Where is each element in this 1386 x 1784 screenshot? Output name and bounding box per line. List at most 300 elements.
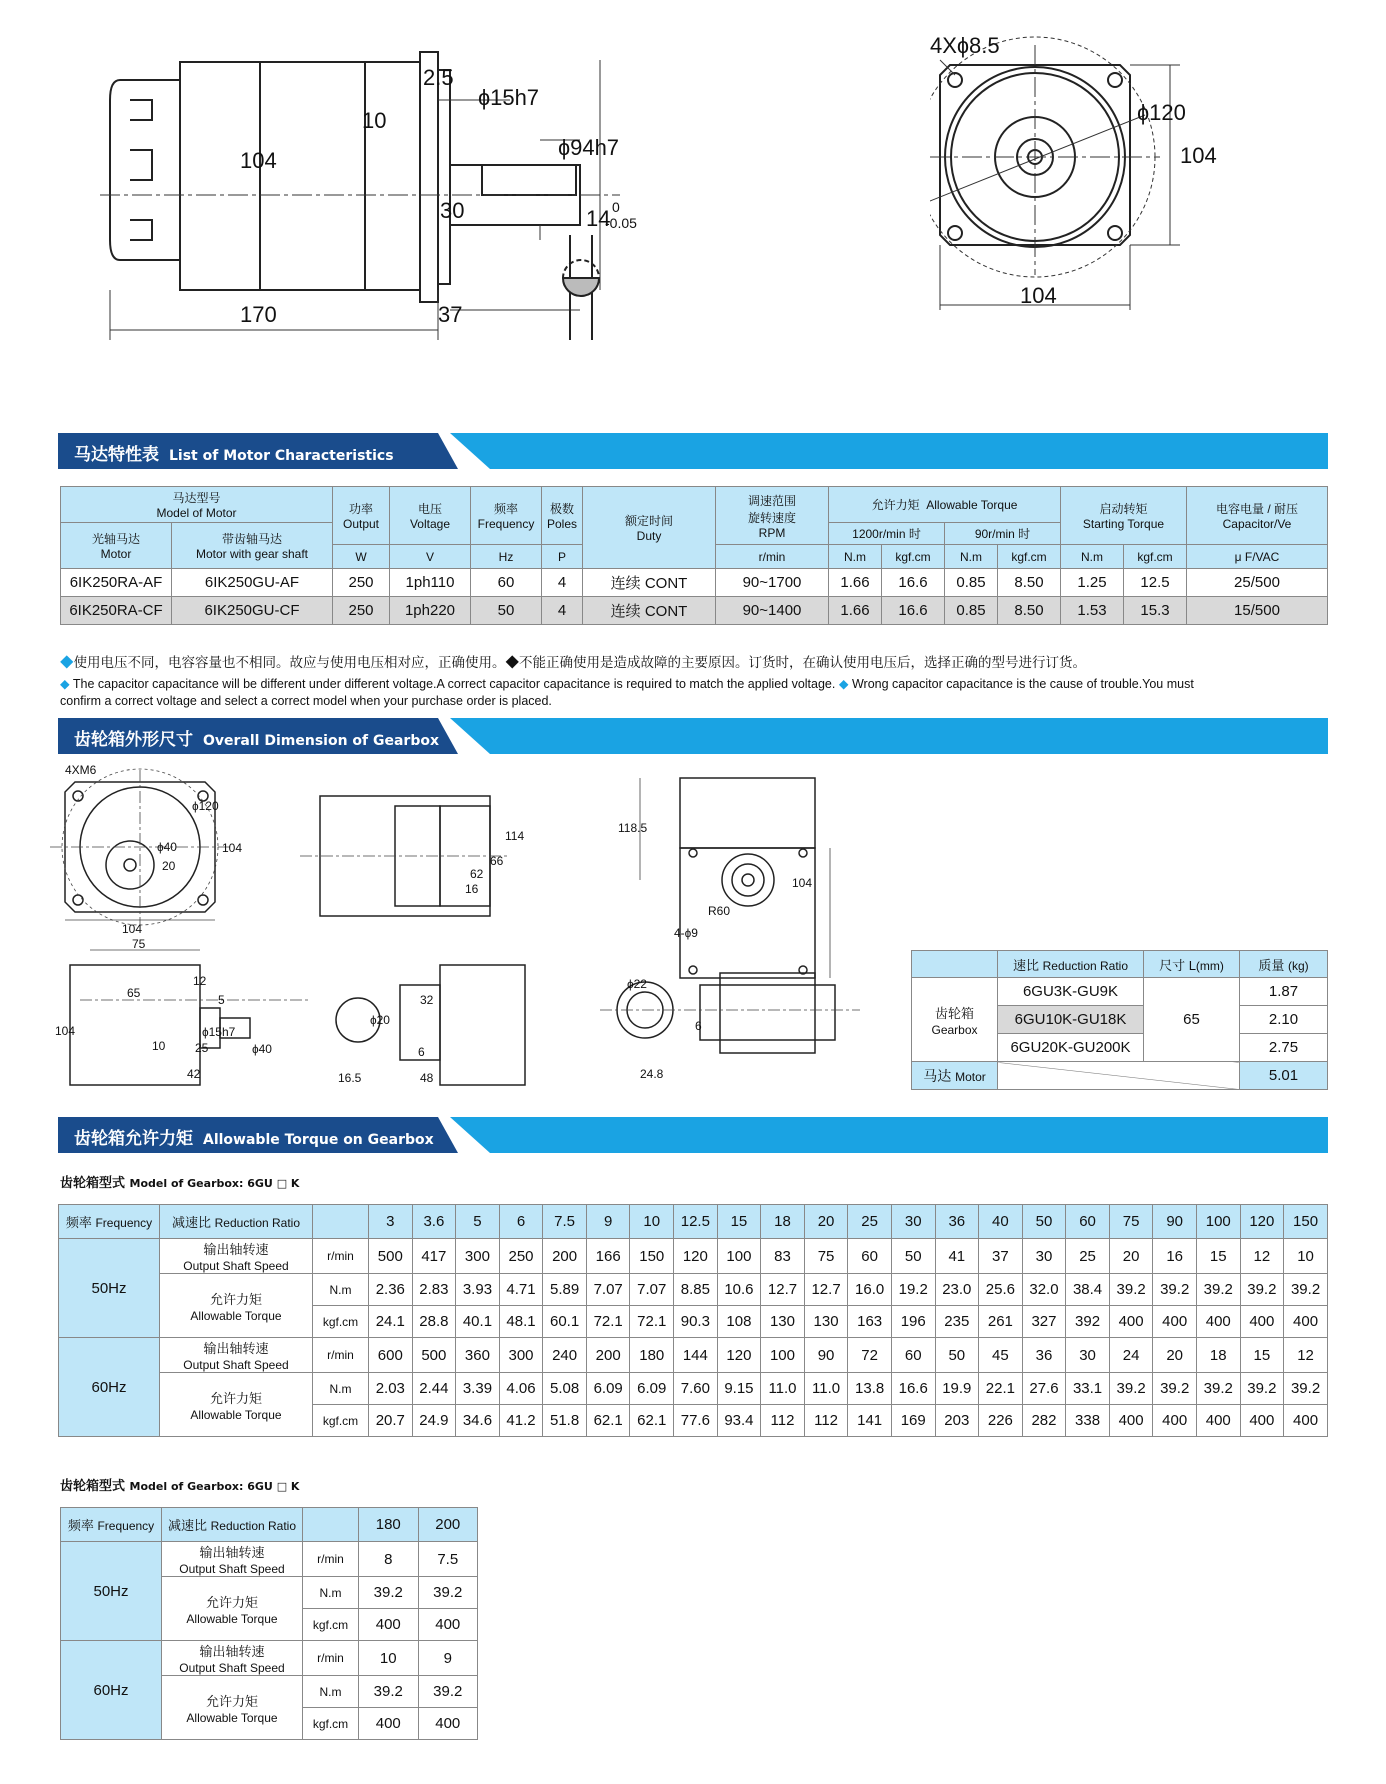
header-duty: 额定时间 Duty (583, 487, 716, 569)
table-cell: 83 (761, 1239, 805, 1274)
table-cell: 200 (586, 1338, 630, 1373)
dim-label: 104 (122, 922, 143, 936)
table-cell: 11.0 (761, 1373, 805, 1405)
unit: N.m (1061, 545, 1124, 569)
section-title-en: Allowable Torque on Gearbox (203, 1132, 434, 1148)
table-cell: 400 (1284, 1405, 1328, 1437)
header-starting-torque: 启动转矩 Starting Torque (1061, 487, 1187, 545)
dim-label: ɸ20 (370, 1013, 390, 1027)
dim-label: 32 (420, 993, 434, 1007)
table-cell: 108 (717, 1306, 761, 1338)
model-label-2: 齿轮箱型式 Model of Gearbox: 6GU □ K (60, 1479, 300, 1494)
ratio-cell: 150 (1284, 1205, 1328, 1239)
table-cell: 400 (359, 1609, 419, 1641)
table-cell: 39.2 (359, 1577, 419, 1609)
ratio-cell: 20 (804, 1205, 848, 1239)
table-cell: 3.93 (456, 1274, 500, 1306)
section-title-cn: 齿轮箱外形尺寸 (74, 730, 193, 750)
table-row (59, 1338, 1328, 1373)
table-cell: 400 (418, 1609, 478, 1641)
table-cell: 60 (891, 1338, 935, 1373)
table-cell: 40.1 (456, 1306, 500, 1338)
table-cell: 8 (359, 1542, 419, 1577)
table-cell: 6IK250GU-CF (172, 597, 333, 625)
dim-label: ɸ94h7 (558, 135, 620, 160)
ratio-cell: 50 (1022, 1205, 1066, 1239)
torque-table-2 (60, 1507, 478, 1740)
dim-label: -0.05 (605, 215, 637, 231)
table-cell: 200 (543, 1239, 587, 1274)
header-gear-shaft: 带齿轴马达 Motor with gear shaft (172, 523, 333, 569)
mass-cell: 2.75 (1240, 1034, 1328, 1062)
table-cell: 500 (412, 1338, 456, 1373)
table-cell: 400 (1109, 1405, 1153, 1437)
table-cell: 7.60 (674, 1373, 718, 1405)
dim-label: 2.5 (423, 65, 454, 90)
table-cell: 39.2 (1153, 1274, 1197, 1306)
table-cell: 39.2 (1196, 1274, 1240, 1306)
table-cell: 400 (1153, 1306, 1197, 1338)
dim-label: 24.8 (640, 1067, 664, 1081)
table-cell: 0.85 (945, 569, 998, 597)
dim-label: 6 (418, 1045, 425, 1059)
section-title-en: List of Motor Characteristics (169, 448, 394, 464)
table-cell: 16 (1153, 1239, 1197, 1274)
table-cell: 120 (674, 1239, 718, 1274)
table-cell: 19.9 (935, 1373, 979, 1405)
dim-label: 6 (695, 1019, 702, 1033)
table-cell: 120 (717, 1338, 761, 1373)
table-cell: 400 (1284, 1306, 1328, 1338)
ratio-cell: 90 (1153, 1205, 1197, 1239)
table-cell: 2.44 (412, 1373, 456, 1405)
table-cell: 39.2 (418, 1577, 478, 1609)
unit: μ F/VAC (1187, 545, 1328, 569)
table-cell: 24 (1109, 1338, 1153, 1373)
ratio-cell: 15 (717, 1205, 761, 1239)
table-cell: 60 (471, 569, 542, 597)
table-cell: 33.1 (1066, 1373, 1110, 1405)
dim-label: 48 (420, 1071, 434, 1085)
dim-label: R60 (708, 904, 731, 918)
frequency-label: 50Hz (59, 1239, 160, 1338)
table-cell: 90~1400 (716, 597, 829, 625)
table-cell: 144 (674, 1338, 718, 1373)
table-cell: 235 (935, 1306, 979, 1338)
table-cell: 226 (979, 1405, 1023, 1437)
unit: N.m (303, 1676, 359, 1708)
unit: N.m (313, 1373, 369, 1405)
dim-label: ɸ15h7 (202, 1025, 236, 1039)
dim-label: 37 (438, 302, 463, 327)
dim-label: 16.5 (338, 1071, 362, 1085)
dim-label: 4Xɸ8.5 (930, 35, 1000, 58)
table-cell: 327 (1022, 1306, 1066, 1338)
unit: N.m (313, 1274, 369, 1306)
ratio-table (911, 950, 1328, 1090)
table-cell: 50 (891, 1239, 935, 1274)
table-cell: 62.1 (630, 1405, 674, 1437)
table-cell: 60.1 (543, 1306, 587, 1338)
table-cell: 1.66 (829, 597, 882, 625)
table-cell: 77.6 (674, 1405, 718, 1437)
table-cell: 连续 CONT (583, 597, 716, 625)
table-row (59, 1239, 1328, 1274)
table-cell: 50 (471, 597, 542, 625)
table-cell: 7.07 (586, 1274, 630, 1306)
dim-label: ɸ120 (1137, 100, 1186, 125)
note-en-2: confirm a correct voltage and select a correct model when your purchase order is placed. (60, 694, 552, 708)
torque-label: 允许力矩 Allowable Torque (162, 1676, 303, 1740)
table-cell: 13.8 (848, 1373, 892, 1405)
table-cell: 6IK250RA-AF (61, 569, 172, 597)
table-cell: 24.9 (412, 1405, 456, 1437)
table-cell: 32.0 (1022, 1274, 1066, 1306)
table-cell: 12.5 (1124, 569, 1187, 597)
table-cell: 72.1 (586, 1306, 630, 1338)
table-cell: 10.6 (717, 1274, 761, 1306)
unit: r/min (303, 1641, 359, 1676)
table-cell: 15 (1240, 1338, 1284, 1373)
table-cell: 16.0 (848, 1274, 892, 1306)
table-cell: 20.7 (369, 1405, 413, 1437)
table-cell: 93.4 (717, 1405, 761, 1437)
header-size: 尺寸 L(mm) (1144, 951, 1240, 978)
table-cell: 1ph220 (390, 597, 471, 625)
ratio-cell: 60 (1066, 1205, 1110, 1239)
speed-label: 输出轴转速 Output Shaft Speed (160, 1239, 313, 1274)
section-title-en: Overall Dimension of Gearbox (203, 733, 439, 749)
table-cell: 39.2 (1284, 1274, 1328, 1306)
speed-label: 输出轴转速 Output Shaft Speed (162, 1542, 303, 1577)
table-cell: 400 (418, 1708, 478, 1740)
model-label-1: 齿轮箱型式 Model of Gearbox: 6GU □ K (60, 1176, 300, 1191)
table-cell: 39.2 (1109, 1373, 1153, 1405)
table-cell: 100 (761, 1338, 805, 1373)
unit: P (542, 545, 583, 569)
table-cell: 5.89 (543, 1274, 587, 1306)
table-cell: 2.83 (412, 1274, 456, 1306)
ratio-cell: 120 (1240, 1205, 1284, 1239)
header-capacitor: 电容电量 / 耐压 Capacitor/Ve (1187, 487, 1328, 545)
header-frequency: 频率 Frequency (61, 1508, 162, 1542)
table-cell: 11.0 (804, 1373, 848, 1405)
table-cell: 400 (1196, 1306, 1240, 1338)
dim-label: 0 (612, 199, 620, 215)
table-cell: 62.1 (586, 1405, 630, 1437)
table-cell: 0.85 (945, 597, 998, 625)
dim-label: ɸ40 (252, 1042, 272, 1056)
table-cell: 169 (891, 1405, 935, 1437)
table-row (61, 1542, 478, 1577)
table-cell: 45 (979, 1338, 1023, 1373)
header-1200: 1200r/min 时 (829, 523, 945, 545)
ratio-cell: 9 (586, 1205, 630, 1239)
speed-label: 输出轴转速 Output Shaft Speed (162, 1641, 303, 1676)
table-cell: 5.08 (543, 1373, 587, 1405)
torque-label: 允许力矩 Allowable Torque (160, 1274, 313, 1338)
unit: kgf.cm (998, 545, 1061, 569)
table-cell: 18 (1196, 1338, 1240, 1373)
dim-label: 16 (465, 882, 479, 896)
motor-mass: 5.01 (1240, 1062, 1328, 1090)
ratio-cell: 25 (848, 1205, 892, 1239)
table-cell: 300 (456, 1239, 500, 1274)
table-cell: 417 (412, 1239, 456, 1274)
unit: W (333, 545, 390, 569)
ratio-cell: 6GU3K-GU9K (998, 978, 1144, 1006)
section-banner-gearbox-dimension (58, 718, 1328, 754)
table-cell: 72 (848, 1338, 892, 1373)
table-cell: 282 (1022, 1405, 1066, 1437)
table-cell: 90.3 (674, 1306, 718, 1338)
dim-label: 30 (440, 198, 465, 223)
header-model: 马达型号 Model of Motor (61, 487, 333, 523)
table-cell: 20 (1153, 1338, 1197, 1373)
header-mass: 质量 (kg) (1240, 951, 1328, 978)
table-cell: 15/500 (1187, 597, 1328, 625)
table-cell: 12 (1240, 1239, 1284, 1274)
table-cell: 41.2 (499, 1405, 543, 1437)
mass-cell: 2.10 (1240, 1006, 1328, 1034)
ratio-cell: 6GU20K-GU200K (998, 1034, 1144, 1062)
table-cell: 12.7 (804, 1274, 848, 1306)
table-cell: 39.2 (359, 1676, 419, 1708)
table-cell: 150 (630, 1239, 674, 1274)
table-cell: 240 (543, 1338, 587, 1373)
ratio-cell: 5 (456, 1205, 500, 1239)
header-ratio: 速比 Reduction Ratio (998, 951, 1144, 978)
table-cell: 2.36 (369, 1274, 413, 1306)
header-90: 90r/min 时 (945, 523, 1061, 545)
table-cell: 130 (761, 1306, 805, 1338)
dim-label: 62 (470, 867, 484, 881)
frequency-label: 50Hz (61, 1542, 162, 1641)
table-cell: 141 (848, 1405, 892, 1437)
table-cell: 36 (1022, 1338, 1066, 1373)
unit: kgf.cm (313, 1405, 369, 1437)
torque-label: 允许力矩 Allowable Torque (160, 1373, 313, 1437)
unit: N.m (303, 1577, 359, 1609)
unit: N.m (829, 545, 882, 569)
table-cell: 8.50 (998, 569, 1061, 597)
table-cell: 9.15 (717, 1373, 761, 1405)
table-cell: 4.06 (499, 1373, 543, 1405)
table-cell: 90 (804, 1338, 848, 1373)
table-row (61, 569, 1328, 597)
unit: kgf.cm (303, 1609, 359, 1641)
table-cell: 51.8 (543, 1405, 587, 1437)
table-cell: 19.2 (891, 1274, 935, 1306)
table-cell: 16.6 (891, 1373, 935, 1405)
dim-label: 104 (792, 876, 813, 890)
dim-label: 14 (586, 206, 611, 231)
table-cell: 25.6 (979, 1274, 1023, 1306)
unit: kgf.cm (313, 1306, 369, 1338)
table-cell: 27.6 (1022, 1373, 1066, 1405)
table-cell: 250 (333, 597, 390, 625)
table-cell: 203 (935, 1405, 979, 1437)
gearbox-label: 齿轮箱 Gearbox (912, 978, 998, 1062)
dim-label: 10 (152, 1039, 166, 1053)
table-cell: 130 (804, 1306, 848, 1338)
table-row (61, 1508, 478, 1542)
table-cell: 41 (935, 1239, 979, 1274)
table-cell: 400 (1196, 1405, 1240, 1437)
table-cell: 38.4 (1066, 1274, 1110, 1306)
table-row (59, 1274, 1328, 1306)
header-frequency: 频率 Frequency (471, 487, 542, 545)
table-cell: 72.1 (630, 1306, 674, 1338)
table-cell: 7.07 (630, 1274, 674, 1306)
header-allowable-torque: 允许力矩 Allowable Torque (829, 487, 1061, 523)
table-cell: 8.50 (998, 597, 1061, 625)
dim-label: 25 (195, 1041, 209, 1055)
torque-table-1 (58, 1204, 1328, 1437)
table-cell: 6.09 (630, 1373, 674, 1405)
table-cell: 112 (804, 1405, 848, 1437)
dim-label: ɸ15h7 (478, 85, 540, 110)
table-cell: 28.8 (412, 1306, 456, 1338)
ratio-cell: 75 (1109, 1205, 1153, 1239)
table-cell: 392 (1066, 1306, 1110, 1338)
ratio-cell: 6 (499, 1205, 543, 1239)
table-cell: 30 (1022, 1239, 1066, 1274)
ratio-cell: 40 (979, 1205, 1023, 1239)
table-cell: 163 (848, 1306, 892, 1338)
note-en: ◆ The capacitor capacitance will be different under different voltage.A correct capacitor capacitance is required to match the applied voltage. ◆ Wrong capacitor capacitance is the cause of trouble.You must (60, 677, 1194, 691)
table-cell: 6IK250GU-AF (172, 569, 333, 597)
table-cell: 37 (979, 1239, 1023, 1274)
dim-label: ɸ40 (157, 840, 177, 854)
ratio-cell: 100 (1196, 1205, 1240, 1239)
motor-side-drawing (100, 40, 760, 360)
dim-label: 104 (55, 1024, 76, 1038)
speed-label: 输出轴转速 Output Shaft Speed (160, 1338, 313, 1373)
table-cell: 1.53 (1061, 597, 1124, 625)
header-frequency: 频率 Frequency (59, 1205, 160, 1239)
table-cell: 1ph110 (390, 569, 471, 597)
table-cell: 8.85 (674, 1274, 718, 1306)
ratio-cell: 30 (891, 1205, 935, 1239)
table-cell: 39.2 (1153, 1373, 1197, 1405)
unit: Hz (471, 545, 542, 569)
table-cell: 15 (1196, 1239, 1240, 1274)
table-cell: 500 (369, 1239, 413, 1274)
table-cell: 6IK250RA-CF (61, 597, 172, 625)
table-cell: 3.39 (456, 1373, 500, 1405)
table-cell: 23.0 (935, 1274, 979, 1306)
table-cell: 261 (979, 1306, 1023, 1338)
table-cell: 166 (586, 1239, 630, 1274)
ratio-cell: 12.5 (674, 1205, 718, 1239)
unit: r/min (303, 1542, 359, 1577)
table-cell: 24.1 (369, 1306, 413, 1338)
table-row (59, 1205, 1328, 1239)
table-cell: 10 (1284, 1239, 1328, 1274)
table-cell: 400 (1109, 1306, 1153, 1338)
table-cell: 25/500 (1187, 569, 1328, 597)
table-cell: 39.2 (1284, 1373, 1328, 1405)
table-cell: 75 (804, 1239, 848, 1274)
dim-label: 4XM6 (65, 763, 97, 777)
table-cell: 2.03 (369, 1373, 413, 1405)
ratio-cell: 6GU10K-GU18K (998, 1006, 1144, 1034)
table-row (61, 1641, 478, 1676)
table-cell: 12 (1284, 1338, 1328, 1373)
table-cell: 1.25 (1061, 569, 1124, 597)
table-cell: 400 (1240, 1306, 1284, 1338)
dim-label: 170 (240, 302, 277, 327)
table-cell: 9 (418, 1641, 478, 1676)
table-cell: 25 (1066, 1239, 1110, 1274)
header-ratio: 减速比 Reduction Ratio (160, 1205, 313, 1239)
table-cell: 39.2 (1109, 1274, 1153, 1306)
unit: kgf.cm (303, 1708, 359, 1740)
table-cell: 100 (717, 1239, 761, 1274)
table-cell: 7.5 (418, 1542, 478, 1577)
table-cell: 20 (1109, 1239, 1153, 1274)
table-cell: 180 (630, 1338, 674, 1373)
dim-label: 12 (193, 974, 207, 988)
table-cell: 4 (542, 597, 583, 625)
table-cell: 300 (499, 1338, 543, 1373)
unit: kgf.cm (882, 545, 945, 569)
table-cell: 600 (369, 1338, 413, 1373)
table-cell: 250 (499, 1239, 543, 1274)
dim-label: 66 (490, 854, 504, 868)
dim-label: ɸ22 (627, 977, 647, 991)
table-cell: 400 (359, 1708, 419, 1740)
table-cell: 39.2 (1196, 1373, 1240, 1405)
table-cell: 连续 CONT (583, 569, 716, 597)
table-row (61, 597, 1328, 625)
dim-label: 104 (1020, 283, 1057, 308)
unit: N.m (945, 545, 998, 569)
frequency-label: 60Hz (61, 1641, 162, 1740)
mass-cell: 1.87 (1240, 978, 1328, 1006)
table-cell: 39.2 (1240, 1274, 1284, 1306)
ratio-cell: 7.5 (543, 1205, 587, 1239)
ratio-cell: 10 (630, 1205, 674, 1239)
table-cell: 50 (935, 1338, 979, 1373)
table-cell: 30 (1066, 1338, 1110, 1373)
table-cell: 360 (456, 1338, 500, 1373)
unit: kgf.cm (1124, 545, 1187, 569)
table-cell: 90~1700 (716, 569, 829, 597)
unit: r/min (313, 1338, 369, 1373)
dim-label: 114 (505, 829, 525, 843)
table-cell: 22.1 (979, 1373, 1023, 1405)
unit: r/min (716, 545, 829, 569)
section-title-cn: 齿轮箱允许力矩 (74, 1129, 193, 1149)
frequency-label: 60Hz (59, 1338, 160, 1437)
section-banner-motor-characteristics (58, 433, 1328, 469)
ratio-cell: 18 (761, 1205, 805, 1239)
table-cell: 400 (1153, 1405, 1197, 1437)
header-poles: 极数 Poles (542, 487, 583, 545)
table-cell: 34.6 (456, 1405, 500, 1437)
dim-label: 5 (218, 993, 225, 1007)
motor-characteristics-table (60, 486, 1328, 625)
header-ratio: 减速比 Reduction Ratio (162, 1508, 303, 1542)
dim-label: 104 (240, 148, 277, 173)
table-cell: 16.6 (882, 569, 945, 597)
table-cell: 39.2 (1240, 1373, 1284, 1405)
dim-label: 42 (187, 1067, 201, 1081)
table-cell: 4 (542, 569, 583, 597)
table-row (59, 1373, 1328, 1405)
